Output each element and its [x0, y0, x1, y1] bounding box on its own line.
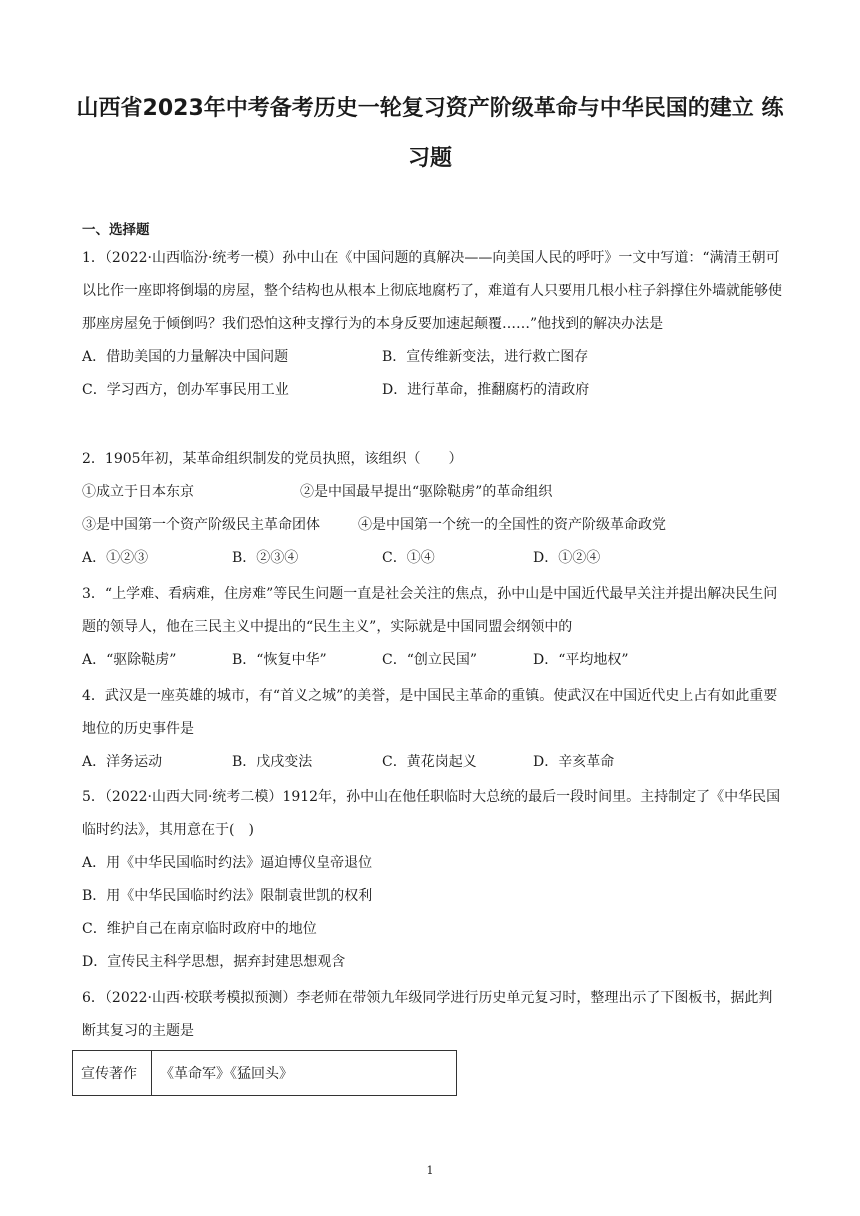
question-stem: 1．（2022·山西临汾·统考一模）孙中山在《中国问题的真解决——向美国人民的呼吁》一文中写道：“满清王朝可以比作一座即将倒塌的房屋，整个结构也从根本上彻底地腐朽了，难道有人只要用几根小柱子斜撑住外墙就能够使那座房屋免于倾倒吗？我们恐怕这种支撑行为的本身反要加速起颠覆……”他找到的解决办法是	[82, 250, 782, 332]
option-c: C．学习西方，创办军事民用工业	[82, 382, 289, 398]
question-stem: 5．（2022·山西大同·统考二模）1912年，孙中山在他任职临时大总统的最后一段时间里。主持制定了《中华民国临时约法》，其用意在于( )	[82, 789, 781, 838]
option-row	[82, 913, 782, 946]
option-a: A．①②③	[82, 550, 149, 566]
blackboard-table	[72, 1050, 457, 1096]
section-heading: 一、选择题	[82, 222, 150, 238]
statement-2: ②是中国最早提出“驱除鞑虏”的革命组织	[300, 484, 553, 500]
option-a: A．洋务运动	[82, 754, 163, 770]
option-a: A．借助美国的力量解决中国问题	[82, 349, 289, 365]
options-row	[82, 746, 782, 779]
option-a: A．“驱除鞑虏”	[82, 652, 177, 668]
option-b: B．用《中华民国临时约法》限制袁世凯的权利	[82, 888, 373, 904]
table-row	[73, 1051, 457, 1096]
statement-4: ④是中国第一个统一的全国性的资产阶级革命政党	[358, 517, 666, 533]
option-c: C．维护自己在南京临时政府中的地位	[82, 921, 317, 937]
option-b: B．“恢复中华”	[232, 652, 327, 668]
page-number: 1	[426, 1164, 434, 1177]
option-b: B．宣传维新变法，进行救亡图存	[382, 349, 589, 365]
option-c: C．①④	[382, 550, 435, 566]
question-1	[82, 242, 782, 407]
options-row	[82, 341, 782, 374]
question-6	[82, 982, 782, 1048]
table-cell-works: 《革命军》《猛回头》	[152, 1051, 457, 1096]
question-4	[82, 680, 782, 779]
option-d: D．宣传民主科学思想，据弃封建思想观含	[82, 954, 346, 970]
option-b: B．戊戌变法	[232, 754, 313, 770]
statements-row	[82, 476, 782, 509]
question-5	[82, 781, 782, 979]
question-stem: 2．1905年初，某革命组织制发的党员执照，该组织（ ）	[82, 451, 463, 467]
options-row	[82, 542, 782, 575]
options-row	[82, 374, 782, 407]
question-2	[82, 443, 782, 575]
option-c: C．“创立民国”	[382, 652, 478, 668]
options-row	[82, 644, 782, 677]
question-stem: 6．（2022·山西·校联考模拟预测）李老师在带领九年级同学进行历史单元复习时，整理出示了下图板书，据此判断其复习的主题是	[82, 990, 773, 1039]
statement-1: ①成立于日本东京	[82, 484, 194, 500]
option-d: D．进行革命，推翻腐朽的清政府	[382, 382, 590, 398]
option-d: D．“平均地权”	[533, 652, 629, 668]
question-3	[82, 578, 782, 677]
option-d: D．①②④	[533, 550, 601, 566]
option-b: B．②③④	[232, 550, 299, 566]
table-cell-category: 宣传著作	[73, 1051, 152, 1096]
option-row	[82, 946, 782, 979]
option-row	[82, 847, 782, 880]
option-row	[82, 880, 782, 913]
option-a: A．用《中华民国临时约法》逼迫博仪皇帝退位	[82, 855, 373, 871]
page-title: 山西省2023年中考备考历史一轮复习资产阶级革命与中华民国的建立 练习题	[76, 96, 784, 171]
option-d: D．辛亥革命	[533, 754, 615, 770]
question-stem: 3．“上学难、看病难，住房难”等民生问题一直是社会关注的焦点，孙中山是中国近代最早关注并提出解决民生问题的领导人，他在三民主义中提出的“民生主义”，实际就是中国同盟会纲领中的	[82, 586, 778, 635]
statement-3: ③是中国第一个资产阶级民主革命团体	[82, 517, 320, 533]
option-c: C．黄花岗起义	[382, 754, 477, 770]
statements-row	[82, 509, 782, 542]
question-stem: 4．武汉是一座英雄的城市，有“首义之城”的美誉，是中国民主革命的重镇。使武汉在中国近代史上占有如此重要地位的历史事件是	[82, 688, 778, 737]
